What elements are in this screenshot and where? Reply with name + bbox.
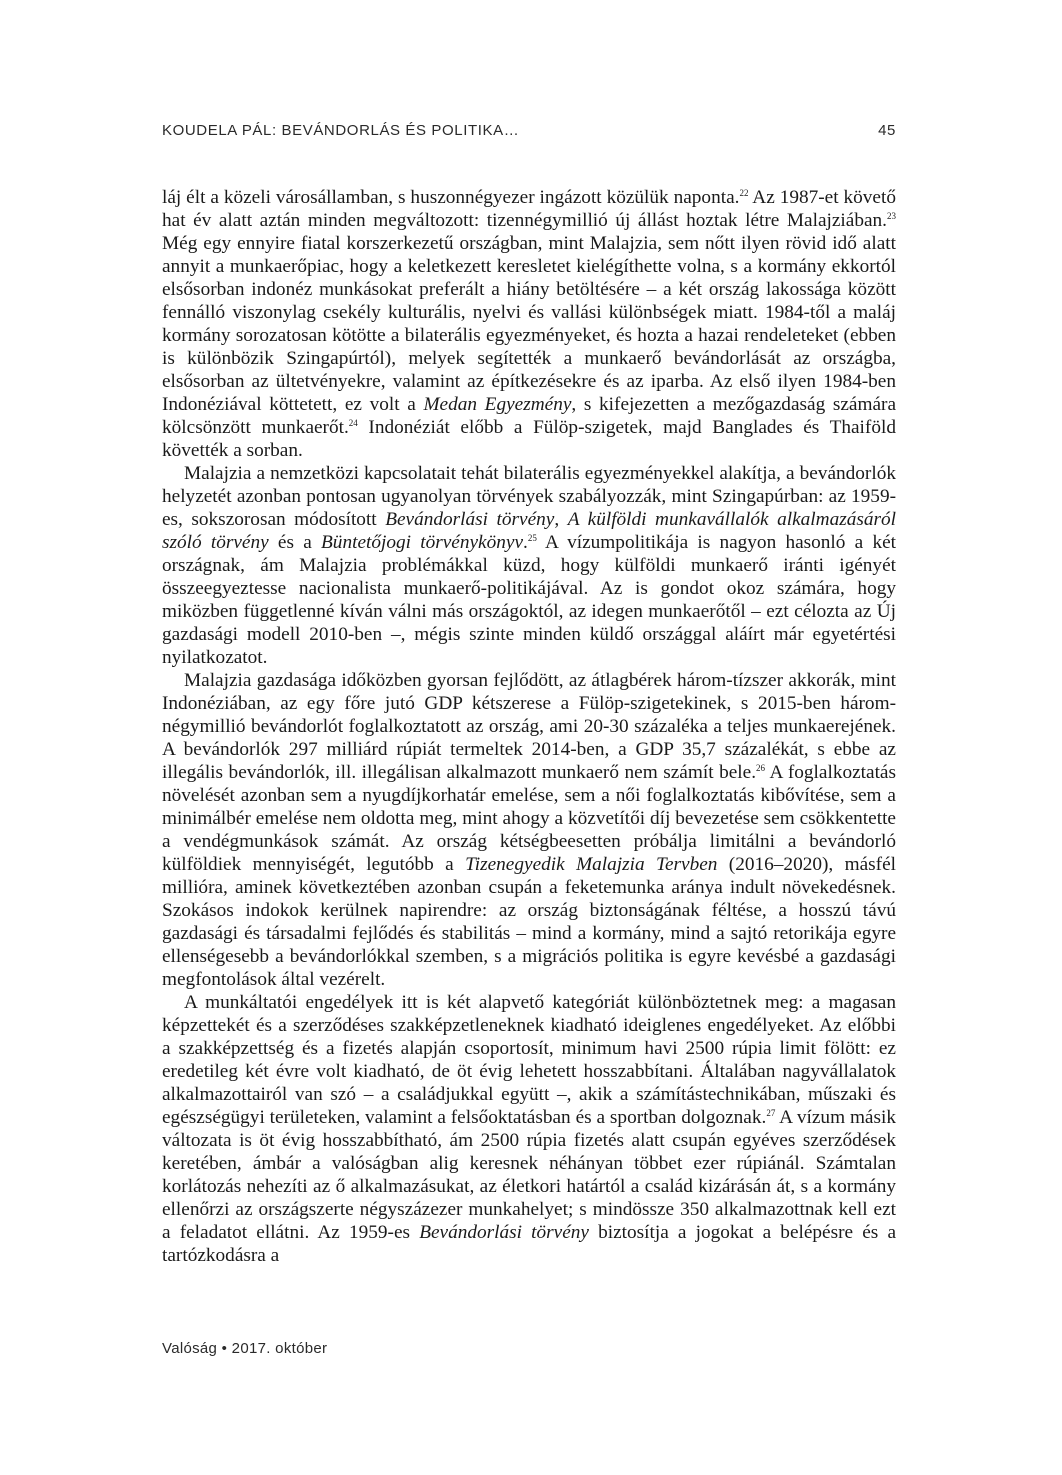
italic-title: Tizenegyedik Malajzia Tervben: [465, 854, 718, 875]
paragraph: [162, 991, 896, 1267]
footnote-ref: 23: [887, 211, 896, 221]
footnote-ref: 22: [739, 188, 749, 198]
text-run: (2016–2020), másfél millióra, aminek következtében azonban csupán a feketemunka aránya indult növekedésnek. Szokásos indokok kerülnek napirendre: az ország biztonságának féltése, a hosszú távú gazdasági és társadalmi fejlődés és stabilitás – mind a kormány, mind a sajtó retorikája egyre ellenségesebb a bevándorlókkal szemben, s a migrációs politika is egyre kevésbé a gazdasági megfontolások által vezérelt.: [162, 854, 897, 990]
footnote-ref: 26: [756, 763, 766, 773]
text-run: Az 1987-et követő hat év alatt aztán minden megváltozott: tizennégymillió új állást hoztak létre Malajziában.: [162, 187, 896, 231]
italic-title: A külföldi munkavállalók alkalmazásáról szóló törvény: [162, 509, 896, 553]
paragraph: [162, 186, 896, 462]
page-number: 45: [878, 122, 896, 139]
text-run: Indonéziát előbb a Fülöp-szigetek, majd Banglades és Thaiföld követték a sorban.: [162, 417, 896, 461]
text-run: Malajzia a nemzetközi kapcsolatait tehát bilaterális egyezményekkel alakítja, a bevándorlók helyzetét azonban pontosan ugyanolyan törvények szabályozzák, mint Szingapúrban: az 1959-es, sokszorosan módosított: [162, 463, 896, 530]
footnote-ref: 25: [527, 533, 537, 543]
text-run: és a: [268, 532, 322, 553]
text-run: Malajzia gazdasága időközben gyorsan fejlődött, az átlagbérek három-tízszer akkorák, mint Indonéziában, az egy főre jutó GDP kétszerese a Fülöp-szigetekinek, s 2015-ben három-négymillió bevándorlót foglalkoztatott az ország, ami 20-30 százaléka a teljes munkaerejének. A bevándorlók 297 milliárd rúpiát termeltek 2014-ben, a GDP 35,7 százalékát, s ebbe az illegális bevándorlók, ill. illegálisan alkalmazott munkaerő nem számít bele.: [162, 670, 896, 783]
text-run: .: [523, 532, 528, 553]
italic-title: Büntetőjogi törvénykönyv: [321, 532, 524, 553]
text-run: A vízumpolitikája is nagyon hasonló a két országnak, ám Malajzia problémákkal küzd, hogy külföldi munkaerő iránti igényét összeegyeztesse nacionalista munkaerő-politikájával. Az is gondot okoz számára, hogy miközben függetlenné kíván válni más országoktól, az idegen munkaerőtől – ezt célozta az Új gazdasági modell 2010-ben –, mégis szinte minden küldő országgal aláírt már egyetértési nyilatkozatot.: [162, 532, 897, 668]
paragraph: [162, 462, 896, 669]
text-run: A vízum másik változata is öt évig hosszabbítható, ám 2500 rúpia fizetés alatt csupán egyéves szerződések keretében, ámbár a valóságban alig keresnek néhányan többet ezer rúpiánál. Számtalan korlátozás nehezíti az ő alkalmazásukat, az életkori határtól a család kizárásán át, s a kormány ellenőrzi az országszerte négyszázezer munkahelyet; s mindössze 350 alkalmazottnak kell ezt a feladatot ellátni. Az 1959-es: [162, 1107, 896, 1243]
article-body: [162, 186, 896, 1267]
text-run: láj élt a közeli városállamban, s huszonnégyezer ingázott közülük naponta.: [162, 187, 740, 208]
running-title: KOUDELA PÁL: BEVÁNDORLÁS ÉS POLITIKA…: [162, 122, 520, 139]
italic-title: Bevándorlási törvény: [385, 509, 555, 530]
footnote-ref: 27: [766, 1108, 776, 1118]
text-run: , s kifejezetten a mezőgazdaság számára kölcsönzött munkaerőt.: [162, 394, 897, 438]
paragraph: [162, 669, 896, 991]
text-run: A munkáltatói engedélyek itt is két alapvető kategóriát különböztetnek meg: a magasan képzettekét és a szerződéses szakképzetleneknek kiadható ideiglenes engedélyeket. Az előbbi a szakképzettség és a fizetés alapján csoportosít, minimum havi 2500 rúpia limit fölött: ez eredetileg két évre volt kiadható, de öt évig lehetett hosszabbítani. Általában nagyvállalatok alkalmazottairól van szó – a családjukkal együtt –, akik a számítástechnikában, műszaki és egészségügyi területeken, valamint a felsőoktatásban és a sportban dolgoznak.: [162, 992, 896, 1128]
text-run: A foglalkoztatás növelését azonban sem a nyugdíjkorhatár emelése, sem a női foglalkoztatás kibővítése, sem a minimálbér emelése nem oldotta meg, mint ahogy a közvetítői díj bevezetése sem csökkentette a vendégmunkások számát. Az ország kétségbeesetten próbálja limitálni a bevándorló külföldiek mennyiségét, legutóbb a: [162, 762, 896, 875]
italic-title: Medan Egyezmény: [423, 394, 572, 415]
italic-title: Bevándorlási törvény: [419, 1222, 589, 1243]
running-head: [162, 122, 896, 139]
footnote-ref: 24: [348, 418, 358, 428]
page-footer: Valóság • 2017. október: [162, 1340, 328, 1357]
text-run: biztosítja a jogokat a belépésre és a tartózkodásra a: [162, 1222, 896, 1266]
text-run: ,: [554, 509, 568, 530]
text-run: Még egy ennyire fiatal korszerkezetű országban, mint Malajzia, sem nőtt ilyen rövid idő alatt annyit a munkaerőpiac, hogy a keletkezett keresletet kielégíthette volna, s a kormány ekkortól elsősorban indonéz munkásokat preferált a hiány betöltésére – a két ország lakossága között fennálló viszonylag csekély kulturális, nyelvi és vallási különbségek miatt. 1984-től a maláj kormány sorozatosan kötötte a bilaterális egyezményeket, és hozta a hazai rendeleteket (ebben is különbözik Szingapúrtól), melyek segítették a munkaerő bevándorlását az országba, elsősorban az ültetvényekre, valamint az építkezésekre és az iparba. Az első ilyen 1984-ben Indonéziával köttetett, ez volt a: [162, 233, 896, 415]
